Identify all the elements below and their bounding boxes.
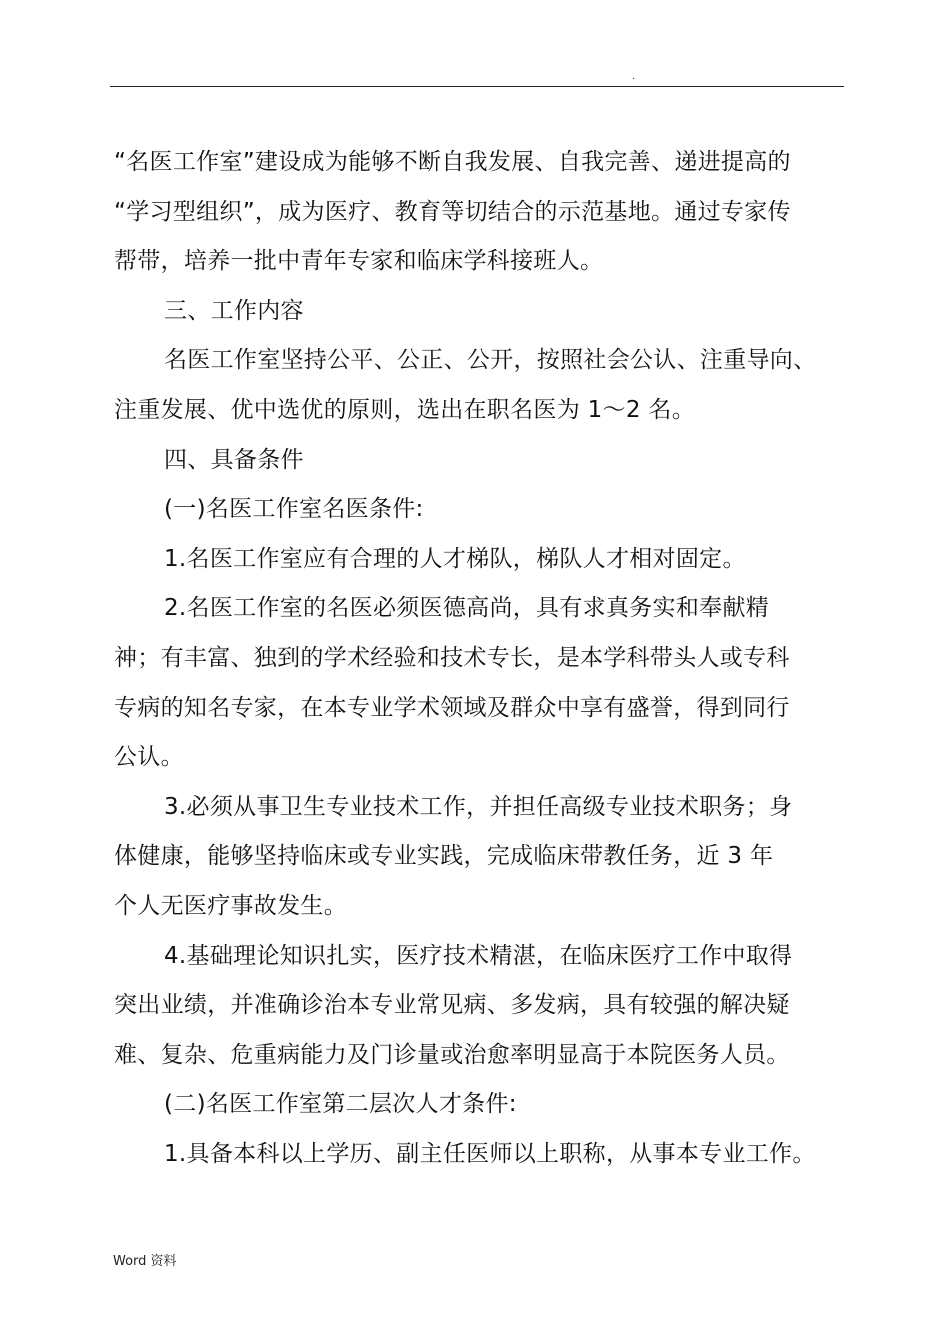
header-mark: . [632, 71, 636, 82]
text-line: 1.名医工作室应有合理的人才梯队，梯队人才相对固定。 [164, 545, 746, 572]
text-line: 难、复杂、危重病能力及门诊量或治愈率明显高于本院医务人员。 [114, 1041, 790, 1068]
text-line: 突出业绩，并准确诊治本专业常见病、多发病，具有较强的解决疑 [114, 992, 790, 1019]
paragraph [114, 1130, 841, 1180]
document-body [114, 138, 841, 1179]
paragraph [114, 436, 841, 486]
text-line: 注重发展、优中选优的原则，选出在职名医为 1～2 名。 [114, 396, 695, 423]
paragraph [114, 932, 841, 1081]
paragraph [114, 584, 841, 782]
text-line: “名医工作室”建设成为能够不断自我发展、自我完善、递进提高的 [114, 149, 791, 175]
paragraph [114, 287, 841, 337]
paragraph [114, 485, 841, 535]
text-line: 名医工作室坚持公平、公正、公开，按照社会公认、注重导向、 [164, 347, 817, 374]
paragraph [114, 535, 841, 585]
text-line: 三、工作内容 [164, 297, 304, 324]
text-line: 四、具备条件 [164, 446, 304, 473]
text-line: 专病的知名专家，在本专业学术领域及群众中享有盛誉，得到同行 [114, 694, 790, 721]
footer-label: Word 资料 [113, 1254, 177, 1269]
paragraph [114, 1080, 841, 1130]
paragraph [114, 783, 841, 932]
text-line: (二)名医工作室第二层次人才条件: [164, 1091, 517, 1118]
text-line: 4.基础理论知识扎实，医疗技术精湛，在临床医疗工作中取得 [164, 942, 793, 969]
text-line: 个人无医疗事故发生。 [114, 892, 347, 919]
text-line: 1.具备本科以上学历、副主任医师以上职称，从事本专业工作。 [164, 1140, 816, 1167]
paragraph [114, 336, 841, 435]
text-line: 3.必须从事卫生专业技术工作，并担任高级专业技术职务；身 [164, 793, 793, 820]
text-line: 神；有丰富、独到的学术经验和技术专长，是本学科带头人或专科 [114, 644, 790, 671]
text-line: “学习型组织”，成为医疗、教育等切结合的示范基地。通过专家传 [114, 198, 791, 225]
paragraph [114, 138, 841, 287]
header-rule [110, 86, 844, 87]
text-line: 2.名医工作室的名医必须医德高尚，具有求真务实和奉献精 [164, 595, 770, 622]
text-line: 公认。 [114, 744, 184, 771]
text-line: (一)名医工作室名医条件: [164, 496, 424, 523]
text-line: 体健康，能够坚持临床或专业实践，完成临床带教任务，近 3 年 [114, 843, 774, 870]
text-line: 帮带，培养一批中青年专家和临床学科接班人。 [114, 248, 604, 275]
